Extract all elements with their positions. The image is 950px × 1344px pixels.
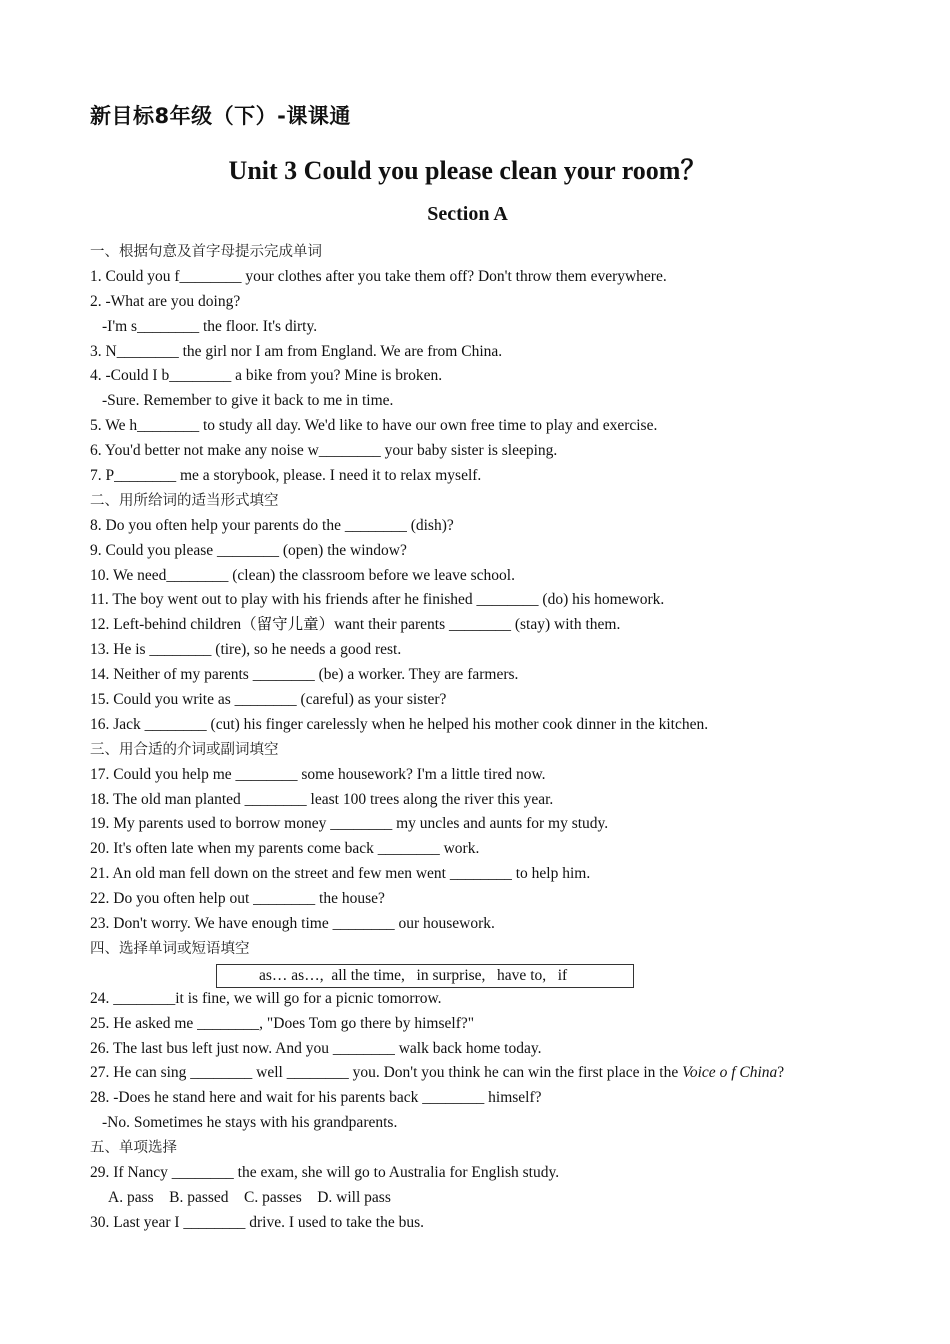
question-27 [90,1061,880,1086]
question-9: 9. Could you please ________ (open) the window? [90,541,407,559]
question-7: 7. P________ me a storybook, please. I need it to relax myself. [90,467,482,485]
question-30: 30. Last year I ________ drive. I used to take the bus. [90,1213,425,1231]
question-27-program-name: Voice o f China [682,1064,778,1082]
book-header: 新目标8年级（下）-课课通 [90,104,351,128]
question-16: 16. Jack ________ (cut) his finger carelessly when he helped his mother cook dinner in the kitchen. [90,715,709,733]
unit-title: Unit 3 Could you please clean your room？ [228,156,707,185]
question-25: 25. He asked me ________, "Does Tom go there by himself?" [90,1014,475,1032]
question-24: 24. ________it is fine, we will go for a picnic tomorrow. [90,989,442,1007]
part1-heading: 一、根据句意及首字母提示完成单词 [90,244,322,260]
question-6: 6. You'd better not make any noise w________ your baby sister is sleeping. [90,442,558,460]
question-18: 18. The old man planted ________ least 100 trees along the river this year. [90,790,554,808]
question-1: 1. Could you f________ your clothes after you take them off? Don't throw them everywhere. [90,267,667,285]
question-2b: -I'm s________ the floor. It's dirty. [102,317,318,335]
part3-heading: 三、用合适的介词或副词填空 [90,741,279,758]
question-10: 10. We need________ (clean) the classroom before we leave school. [90,566,515,584]
question-28a: 28. -Does he stand here and wait for his parents back ________ himself? [90,1089,542,1107]
question-15: 15. Could you write as ________ (careful) as your sister? [90,691,447,709]
question-27-text: 27. He can sing ________ well ________ you. Don't you think he can win the first place in the [90,1064,683,1082]
question-19: 19. My parents used to borrow money ________ my uncles and aunts for my study. [90,815,609,833]
question-22: 22. Do you often help out ________ the house? [90,890,385,908]
question-29-options: A. pass B. passed C. passes D. will pass [108,1188,391,1206]
part4-heading: 四、选择单词或短语填空 [90,940,250,957]
question-8: 8. Do you often help your parents do the ________ (dish)? [90,516,454,534]
question-26: 26. The last bus left just now. And you ________ walk back home today. [90,1039,542,1057]
question-13: 13. He is ________ (tire), so he needs a good rest. [90,641,402,659]
question-29: 29. If Nancy ________ the exam, she will go to Australia for English study. [90,1163,560,1181]
word-bank-box: as… as…, all the time, in surprise, have to, if [216,964,634,988]
question-4b: -Sure. Remember to give it back to me in time. [102,392,394,410]
exercise-content [90,240,880,1236]
word-bank-row [90,962,880,987]
question-28b: -No. Sometimes he stays with his grandparents. [102,1114,398,1132]
question-17: 17. Could you help me ________ some housework? I'm a little tired now. [90,765,546,783]
question-11: 11. The boy went out to play with his friends after he finished ________ (do) his homework. [90,591,665,609]
question-27-end: ? [777,1064,785,1082]
question-21: 21. An old man fell down on the street and few men went ________ to help him. [90,865,591,883]
question-2a: 2. -What are you doing? [90,292,241,310]
question-14: 14. Neither of my parents ________ (be) a worker. They are farmers. [90,666,519,684]
question-4a: 4. -Could I b________ a bike from you? Mine is broken. [90,367,443,385]
question-20: 20. It's often late when my parents come back ________ work. [90,840,480,858]
section-title: Section A [427,203,508,225]
question-5: 5. We h________ to study all day. We'd like to have our own free time to play and exercise. [90,417,658,435]
question-12: 12. Left-behind children（留守儿童）want their parents ________ (stay) with them. [90,616,621,634]
part2-heading: 二、用所给词的适当形式填空 [90,492,279,509]
question-3: 3. N________ the girl nor I am from England. We are from China. [90,342,503,360]
part5-heading: 五、单项选择 [90,1140,177,1157]
question-23: 23. Don't worry. We have enough time ________ our housework. [90,915,495,933]
